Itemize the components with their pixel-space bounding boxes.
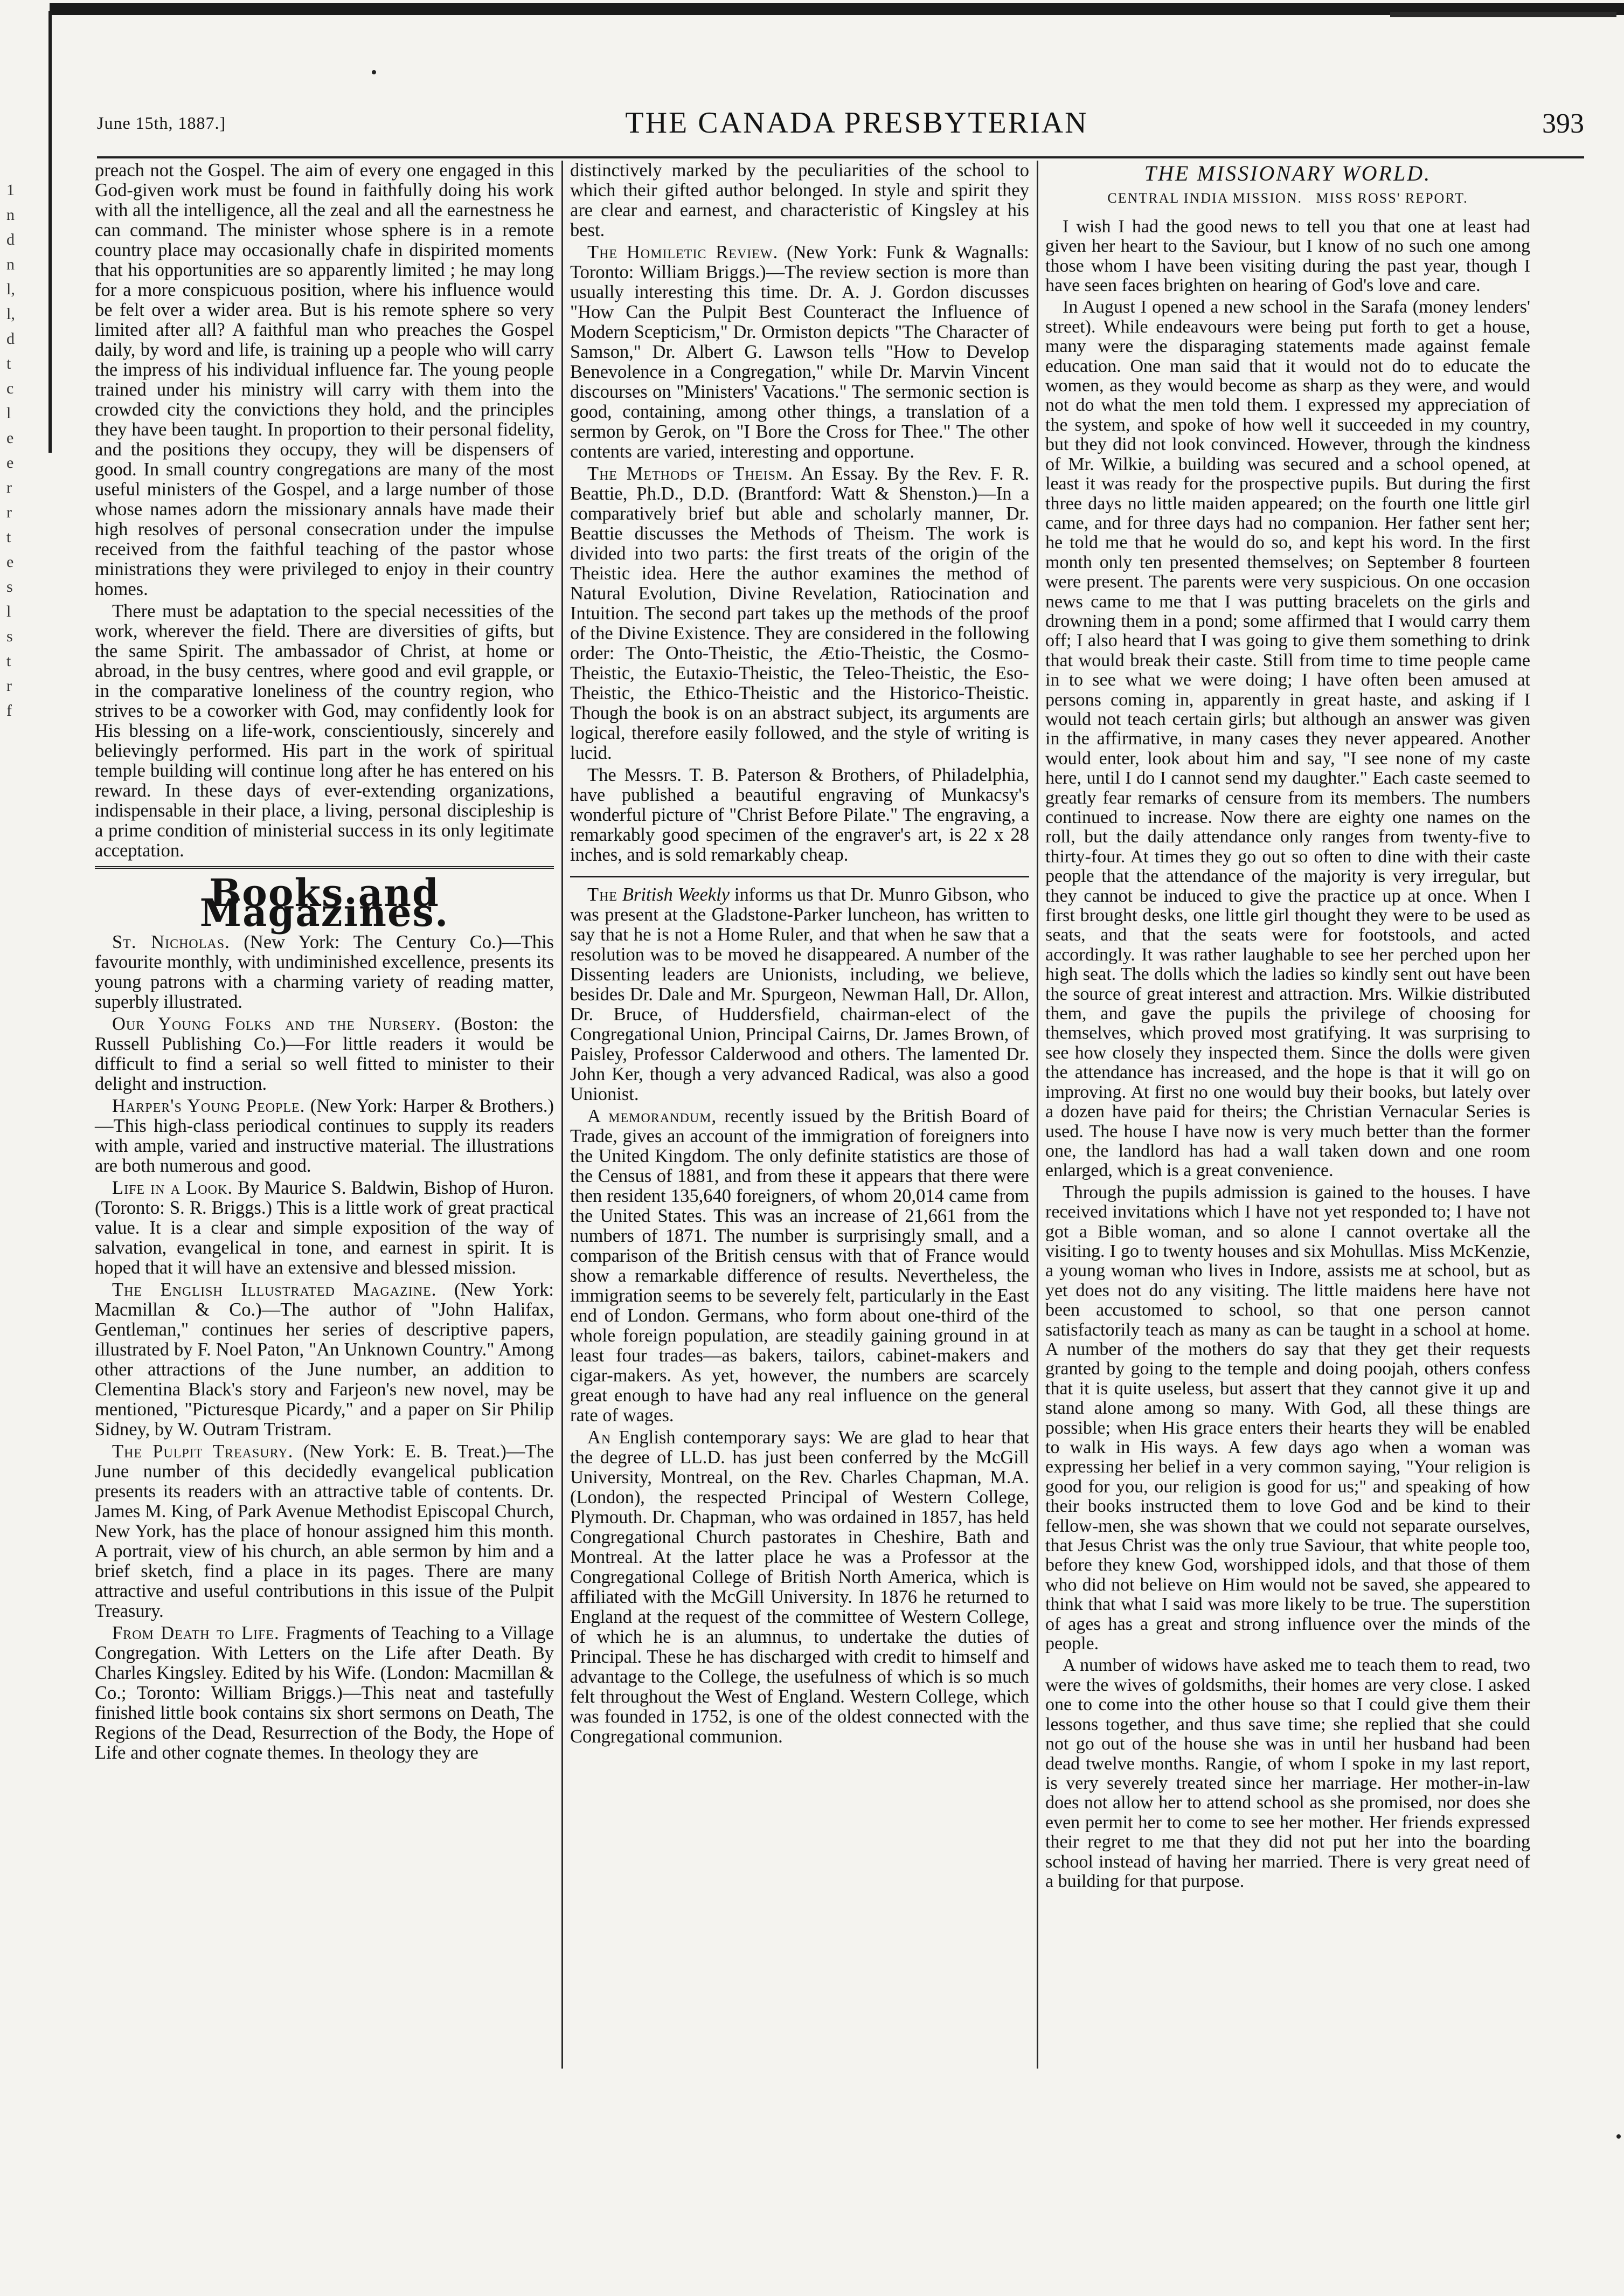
edge-char: r <box>6 503 12 521</box>
review-title: The Pulpit Treasury. <box>112 1441 294 1462</box>
edge-char: 1 <box>6 181 15 199</box>
page-number: 393 <box>1542 108 1584 139</box>
header-rule <box>97 156 1584 158</box>
top-border-bar <box>50 3 1624 15</box>
news-item <box>570 885 1029 1104</box>
paragraph: The Messrs. T. B. Paterson & Brothers, of Philadelphia, have published a beautiful engraving of Munkacsy's wonderful picture of "Christ Before Pilate." The engraving, a remarkably good specimen of the engraver's art, is 22 x 28 inches, and is sold remarkably cheap. <box>570 765 1029 865</box>
edge-char: t <box>6 528 11 546</box>
review-body: (New York: Macmillan & Co.)—The author of "John Halifax, Gentleman," continues her series of descriptive papers, illustrated by F. Noel Paton, "An Unknown Country." Among other attractions of the June number, an addition to Clementina Black's story and Farjeon's new novel, may be mentioned, "Picturesque Picardy," and a paper on Sir Philip Sidney, by W. Outram Tristram. <box>95 1280 554 1440</box>
review-body: By Maurice S. Baldwin, Bishop of Huron. (Toronto: S. R. Briggs.) This is a little work of great practical value. It is a clear and simple exposition of the way of salvation, evangelical in tone, and earnest in spirit. It is hoped that it will have an extensive and blessed mission. <box>95 1178 554 1278</box>
edge-char: n <box>6 206 15 224</box>
news-body: recently issued by the British Board of Trade, gives an account of the immigration of foreigners into the United Kingdom. The only definite statistics are those of the Census of 1881, and from these it appears that there were then resident 135,640 foreigners, of whom 20,014 came from the United States. This was an increase of 21,661 from the numbers of 1871. The number is surprisingly small, and a comparison of the British census with that of France would show a remarkable difference of results. Nevertheless, the immigration seems to be severely felt, particularly in the East end of London. Germans, who form about one-third of the whole foreign population, are steadily gaining ground in at least four trades—as bakers, tailors, cabinet-makers and cigar-makers. As yet, however, the numbers are scarcely great enough to have had any real influence on the general rate of wages. <box>570 1106 1030 1426</box>
paragraph: I wish I had the good news to tell you that one at least had given her heart to the Saviour, but I know of no such one among those whom I have been visiting during the past year, though I have seen faces brighten on hearing of God's love and care. <box>1045 216 1530 296</box>
edge-char: s <box>6 578 13 596</box>
report-name: MISS ROSS' REPORT. <box>1316 190 1468 206</box>
review-entry <box>570 464 1029 763</box>
edge-char: n <box>6 255 15 273</box>
column-2 <box>570 161 1029 1749</box>
review-title: Our Young Folks and the Nursery. <box>112 1014 441 1034</box>
news-item <box>570 1106 1029 1426</box>
review-title: The English Illustrated Magazine. <box>112 1280 437 1300</box>
edge-char: l <box>6 603 11 620</box>
review-body: An Essay. By the Rev. F. R. Beattie, Ph.D., D.D. (Brantford: Watt & Shenston.)—In a comparatively brief but able and scholarly manner, Dr. Beattie discusses the Methods of Theism. The work is divided into two parts: the first treats of the origin of the Theistic idea. Here the author examines the method of Natural Evolution, Divine Revelation, Ratiocination and Intuition. The second part takes up the methods of the proof of the Divine Existence. They are considered in the following order: The Onto-Theistic, the Ætio-Theistic, the Cosmo-Theistic, the Eutaxio-Theistic, the Teleo-Theistic, the Eso-Theistic, the Ethico-Theistic and the Historico-Theistic. Though the book is on an abstract subject, its arguments are logical, therefore easily followed, and the style of writing is lucid. <box>570 464 1029 763</box>
header-date: June 15th, 1887.] <box>97 113 226 133</box>
column-divider-1 <box>561 161 563 2069</box>
review-body: (New York: Funk & Wagnalls: Toronto: William Briggs.)—The review section is more than usually interesting this time. Dr. A. J. Gordon discusses "How Can the Pulpit Best Counteract the Influence of Modern Scepticism," Dr. Ormiston depicts "The Character of Samson," Dr. Albert G. Lawson tells "How to Develop Benevolence in a Congregation," while Dr. Marvin Vincent discourses on "Ministers' Vacations." The sermonic section is good, containing, among other things, a translation of a sermon by Gerok, on "I Bore the Cross for Thee." The other contents are varied, interesting and opportune. <box>570 242 1029 462</box>
paragraph: A number of widows have asked me to teach them to read, two were the wives of goldsmiths, their homes are very close. I asked one to come into the other house so that I could give them their lessons together, and thus save time; she replied that she could not go out of the house she was in until her husband had been dead twelve months. Rangie, of whom I spoke in my last report, is very severely treated since her marriage. Her mother-in-law does not allow her to attend school as she promised, nor does she even permit her to come to see her mother. Her friends expressed their regret to me that they did not put her into the boarding school instead of having her married. There is very great need of a building for that purpose. <box>1045 1655 1530 1891</box>
paragraph: There must be adaptation to the special necessities of the work, wherever the field. There are diversities of gifts, but the same Spirit. The ambassador of Christ, at home or abroad, in the busy centres, where good and evil grapple, or in the comparative loneliness of the country region, who strives to be a coworker with God, may confidently look for His blessing on a life-work, conscientiously, sincerely and believingly performed. His part in the work of spiritual temple building will continue long after he has entered on his reward. In these days of ever-extending organizations, indispensable in their place, a living, personal discipleship is a prime condition of ministerial success in its only legitimate acceptation. <box>95 601 554 861</box>
review-body: (New York: The Century Co.)—This favourite monthly, with undiminished excellence, presents its young patrons with a charming variety of reading matter, superbly illustrated. <box>95 932 554 1012</box>
review-entry <box>95 1280 554 1440</box>
review-entry <box>95 1178 554 1278</box>
review-title: Harper's Young People. <box>112 1096 306 1116</box>
lead-word: The <box>587 884 618 905</box>
review-body: (New York: Harper & Brothers.)—This high-class periodical continues to supply its readers with ample, varied and instructive material. The illustrations are both numerous and good. <box>95 1096 554 1176</box>
paragraph: preach not the Gospel. The aim of every one engaged in this God-given work must be found in faithfully doing his work with all the intelligence, all the zeal and all the earnestness he can command. The minister whose sphere is in a remote country place may occasionally chafe in dispirited moments that his opportunities are so apparently limited ; he may long for a more conspicuous position, where his influence would be felt over a wider area. But is his remote sphere so very limited after all? A faithful man who preaches the Gospel daily, by word and life, is training up a people who will carry the impress of his individual influence far. The young people trained under his ministry will carry with them into the crowded city the convictions they hold, and the principles they have been taught. In proportion to their personal fidelity, and the positions they occupy, they will be dispensers of good. In small country congregations are many of the most useful ministers of the Gospel, and a large number of those whose names adorn the missionary annals have made their high resolves of personal consecration under the impulse received from the faithful teaching of the pastor whose ministrations they were privileged to enjoy in their country homes. <box>95 160 554 599</box>
section-rule <box>95 866 554 869</box>
review-body: (New York: E. B. Treat.)—The June number of this decidedly evangelical publication presents its readers with an attractive table of contents. Dr. James M. King, of Park Avenue Methodist Episcopal Church, New York, has the place of honour assigned him this month. A portrait, view of his church, an able sermon by him and a brief sketch, find a place in its pages. There are many attractive and useful contributions in this issue of the Pulpit Treasury. <box>95 1441 554 1621</box>
edge-char: d <box>6 330 15 348</box>
masthead-title: THE CANADA PRESBYTERIAN <box>625 106 1088 140</box>
news-item <box>570 1428 1029 1747</box>
speck <box>372 70 376 74</box>
lead-word: A memorandum, <box>587 1106 717 1126</box>
review-title: Life in a Look. <box>112 1178 233 1198</box>
review-title: St. Nicholas. <box>112 932 230 952</box>
review-entry <box>95 1014 554 1094</box>
review-title: The Homiletic Review. <box>587 242 779 262</box>
edge-char: l, <box>6 280 15 298</box>
paragraph: In August I opened a new school in the Sarafa (money lenders' street). While endeavours were being put forth to get a house, many were the disparaging statements made against female education. One man said that it would not do to educate the women, as they would become as sharp as they were, and would not do what the men told them. I expressed my appreciation of the system, and spoke of how well it succeeded in my country, but they did not look convinced. However, through the kindness of Mr. Wilkie, a building was secured and a school opened, at least it was ready for the prospective pupils. But during the first three days no little maiden appeared; on the fourth one little girl came, and for three days had no companion. Her father sent her; he told me that he would do so, and kept his word. In the first month only ten presented themselves; on September 8 fourteen were present. The parents were very suspicious. On one occasion news came to me that I was putting bracelets on the girls and drowning them in a pond; some affirmed that I would carry them off; I also heard that I was going to give them something to drink that would break their caste. Still from time to time people came in to see what we were doing; I have often been amused at persons coming in, apparently in great haste, and asking if I would not teach certain girls; but although an answer was given in the affirmative, in many cases they never appeared. Another would enter, look about him and say, "I see none of my caste here, until I do I cannot send my daughter." Each caste seemed to greatly fear remarks of censure from its members. The numbers continued to increase. Now there are eighty one names on the roll, but the daily attendance only ranges from twenty-five to thirty-four. At times they go out so often to dine with their caste people that the attendance of the majority is very irregular, but they cannot be induced to give the practice up at once. When I first brought desks, one little girl thought they were to be used as seats, and that the seats were for footstools, and acted accordingly. It was rather laughable to see her perched upon her high seat. The dolls which the ladies so kindly sent out have been the source of great interest and attraction. Mrs. Wilkie distributed them, and gave the pupils the privilege of choosing for themselves, which proved most gratifying. It was surprising to see how closely they inspected them. Since the dolls were given the attendance has increased, and the hope is that it will go on improving. At first no one would buy their books, but lately over a dozen have paid for theirs; the Christian Vernacular Series is used. The house I have now is very much better than the former one, the landlord has had a wall taken down and one room enlarged, which is a great convenience. <box>1045 297 1530 1181</box>
review-body: Fragments of Teaching to a Village Congregation. With Letters on the Life after Death. By Charles Kingsley. Edited by his Wife. (London: Macmillan & Co.; Toronto: William Briggs.)—This neat and tastefully finished little book contains six short sermons on Death, The Regions of the Dead, Resurrection of the Body, the Hope of Life and other cognate themes. In theology they are <box>95 1623 554 1763</box>
top-border-bar-right <box>1390 12 1616 17</box>
review-entry <box>95 932 554 1012</box>
column-divider-2 <box>1037 161 1038 2069</box>
review-entry <box>570 243 1029 462</box>
review-title: The Methods of Theism. <box>587 464 793 484</box>
edge-char: f <box>6 702 12 720</box>
left-margin-rule <box>48 11 52 453</box>
edge-char: l <box>6 404 11 422</box>
review-title: From Death to Life. <box>112 1623 280 1643</box>
mission-name: CENTRAL INDIA MISSION. <box>1107 190 1302 206</box>
news-body: English contemporary says: We are glad to hear that the degree of LL.D. has just been conferred by the McGill University, Montreal, on the Rev. Charles Chapman, M.A. (London), the respected Principal of Western College, Plymouth. Dr. Chapman, who was ordained in 1857, has held Congregational Church pastorates in Cheshire, Bath and Montreal. At the latter place he was a Professor at the Congregational College of British North America, which is affiliated with the McGill University. In 1876 he returned to England at the request of the committee of Western College, of which he is an alumnus, to undertake the duties of Principal. These he has discharged with credit to himself and advantage to the College, the usefulness of which is so much felt throughout the West of England. Western College, which was founded in 1752, is one of the oldest connected with the Congregational communion. <box>570 1427 1029 1747</box>
paragraph: Through the pupils admission is gained to the houses. I have received invitations which I have not yet responded to; I have not got a Bible woman, and so alone I cannot overtake all the visiting. I go to twenty houses and six Mohullas. Miss McKenzie, a young woman who lives in Indore, assists me at school, but as yet does not do any visiting. The little maidens here have not been accustomed to school, so that one person cannot satisfactorily teach as many as can be taught in a school at home. A number of the mothers do say that they get their requests granted by going to the temple and doing poojah, others confess that it is quite useless, but assert that they cannot give it up and stand alone among so many. With God, all these things are possible; when His grace enters their hearts they will be enabled to walk in His ways. A few days ago when a woman was expressing her belief in a very common saying, "Your religion is good for you, our religion is good for us;" and speaking of how their books instructed them to love God and be kind to their fellow-men, she was shown that we could not separate ourselves, that Jesus Christ was the only true Saviour, that white people too, before they knew God, worshipped idols, and that those of them who did not believe on Him would not be saved, she appeared to think that what I said was more likely to be true. The superstition of ages has a great and strong influence over the minds of the people. <box>1045 1182 1530 1654</box>
publication-name: British Weekly <box>622 884 730 905</box>
page-header <box>97 106 1616 138</box>
column-3 <box>1045 161 1530 1893</box>
review-body: (Boston: the Russell Publishing Co.)—For little readers it would be difficult to find a serial so well fitted to minister to their delight and instruction. <box>95 1014 554 1094</box>
section-heading: Books and Magazines. <box>199 870 449 935</box>
edge-char: s <box>6 627 13 645</box>
missionary-subheading <box>1045 189 1530 208</box>
edge-char: e <box>6 553 14 571</box>
edge-char: e <box>6 429 14 447</box>
column-1 <box>95 161 554 1765</box>
separator-rule <box>570 876 1029 877</box>
lead-word: An <box>587 1427 612 1448</box>
edge-char: t <box>6 355 11 372</box>
edge-char: d <box>6 231 15 248</box>
edge-char: r <box>6 677 12 695</box>
edge-char: c <box>6 379 14 397</box>
paragraph: distinctively marked by the peculiarities of the school to which their gifted author belonged. In style and spirit they are clear and earnest, and characteristic of Kingsley at his best. <box>570 160 1029 240</box>
review-entry <box>95 1096 554 1176</box>
edge-char: r <box>6 479 12 496</box>
edge-characters <box>6 178 28 723</box>
edge-char: e <box>6 454 14 472</box>
speck <box>1616 2134 1621 2139</box>
edge-char: t <box>6 652 11 670</box>
edge-char: l, <box>6 305 15 323</box>
review-entry <box>95 1442 554 1621</box>
missionary-heading: THE MISSIONARY WORLD. <box>1144 161 1432 185</box>
review-entry <box>95 1623 554 1763</box>
news-body: informs us that Dr. Munro Gibson, who was present at the Gladstone-Parker luncheon, has written to say that he is not a Home Ruler, and that when he saw that a resolution was to be moved he disappeared. A number of the Dissenting leaders are Unionists, including, we believe, besides Dr. Dale and Mr. Spurgeon, Newman Hall, Dr. Allon, Dr. Bruce, of Huddersfield, chairman-elect of the Congregational Union, Principal Cairns, Dr. James Brown, of Paisley, Professor Calderwood and others. The lamented Dr. John Ker, though a very advanced Radical, was also a good Unionist. <box>570 884 1030 1104</box>
